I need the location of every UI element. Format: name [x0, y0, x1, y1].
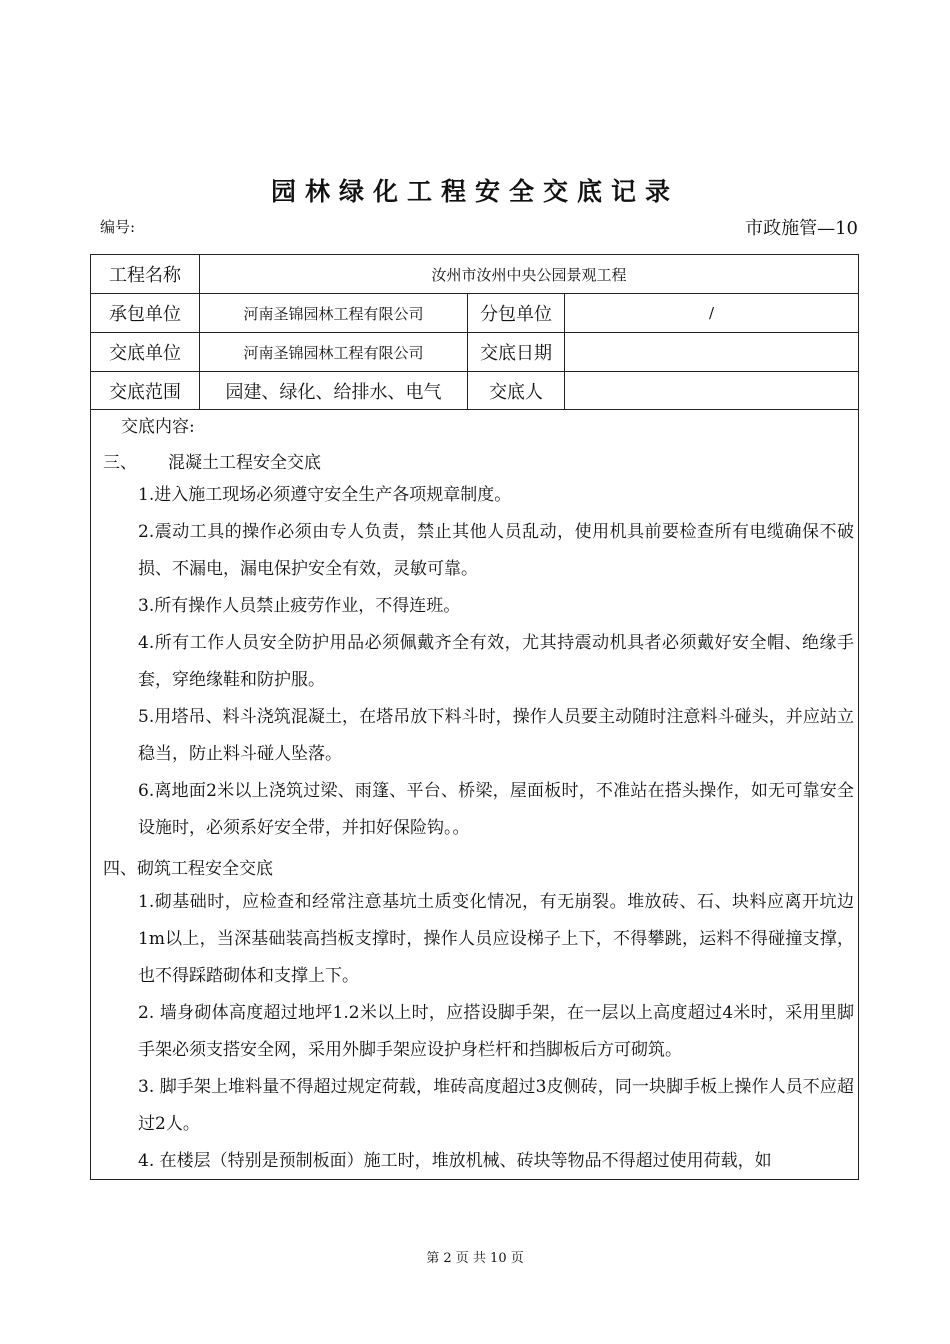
serial-number-label: 编号: [100, 218, 136, 236]
document-title: 园林绿化工程安全交底记录 [270, 177, 679, 206]
section-3-item-4: 4.所有工作人员安全防护用品必须佩戴齐全有效，尤其持震动机具者必须戴好安全帽、绝缘手套，穿绝缘鞋和防护服。 [138, 633, 854, 690]
section-3-title: 混凝土工程安全交底 [168, 453, 321, 473]
briefing-form [90, 254, 859, 1180]
subcontractor-value: / [564, 294, 858, 332]
form-code: 市政施管—10 [745, 218, 858, 239]
section-3-item-6: 6.离地面2米以上浇筑过梁、雨篷、平台、桥梁，屋面板时，不准站在搭头操作，如无可靠安全设施时，必须系好安全带，并扣好保险钩。。 [138, 781, 854, 838]
project-name-label: 工程名称 [109, 265, 181, 286]
row-briefing-unit [91, 333, 858, 372]
page-footer: 第 2 页 共 10 页 [426, 1251, 524, 1266]
briefer-label: 交底人 [467, 372, 564, 409]
section-4-item-4: 4. 在楼层（特别是预制板面）施工时，堆放机械、砖块等物品不得超过使用荷载，如 [138, 1151, 772, 1171]
subcontractor-label: 分包单位 [467, 294, 564, 332]
section-3-item-1: 1.进入施工现场必须遵守安全生产各项规章制度。 [138, 485, 512, 505]
contractor-label: 承包单位 [109, 304, 181, 325]
section-3-item-2: 2.震动工具的操作必须由专人负责，禁止其他人员乱动，使用机具前要检查所有电缆确保不破损、不漏电，漏电保护安全有效，灵敏可靠。 [138, 522, 854, 579]
section-4-item-3: 3. 脚手架上堆料量不得超过规定荷载，堆砖高度超过3皮侧砖，同一块脚手板上操作人员不应超过2人。 [138, 1077, 854, 1134]
scope-value: 园建、绿化、给排水、电气 [199, 372, 467, 409]
section-3-item-3: 3.所有操作人员禁止疲劳作业，不得连班。 [138, 596, 461, 616]
section-4-title: 四、砌筑工程安全交底 [103, 859, 273, 879]
section-3-item-5: 5.用塔吊、料斗浇筑混凝土，在塔吊放下料斗时，操作人员要主动随时注意料斗碰头，并应站立稳当，防止料斗碰人坠落。 [138, 707, 854, 764]
briefing-date-value [564, 333, 858, 371]
briefing-date-label: 交底日期 [467, 333, 564, 371]
row-contractor [91, 294, 858, 333]
briefing-unit-value: 河南圣锦园林工程有限公司 [199, 333, 467, 371]
contractor-value: 河南圣锦园林工程有限公司 [199, 294, 467, 332]
row-scope [91, 372, 858, 410]
section-4-item-1: 1.砌基础时，应检查和经常注意基坑土质变化情况，有无崩裂。堆放砖、石、块料应离开坑边1m以上，当深基础装高挡板支撑时，操作人员应设梯子上下，不得攀跳，运料不得碰撞支撑，也不得踩踏砌体和支撑上下。 [138, 892, 854, 986]
row-project-name [91, 255, 858, 294]
section-4-item-2: 2. 墙身砌体高度超过地坪1.2米以上时，应搭设脚手架，在一层以上高度超过4米时，采用里脚手架必须支搭安全网，采用外脚手架应设护身栏杆和挡脚板后方可砌筑。 [138, 1003, 854, 1060]
project-name-value: 汝州市汝州中央公园景观工程 [199, 255, 858, 293]
briefer-value [564, 372, 858, 409]
scope-label: 交底范围 [109, 381, 181, 403]
briefing-unit-label: 交底单位 [109, 343, 181, 364]
section-3-number: 三、 [103, 453, 137, 473]
content-heading: 交底内容: [121, 417, 195, 437]
